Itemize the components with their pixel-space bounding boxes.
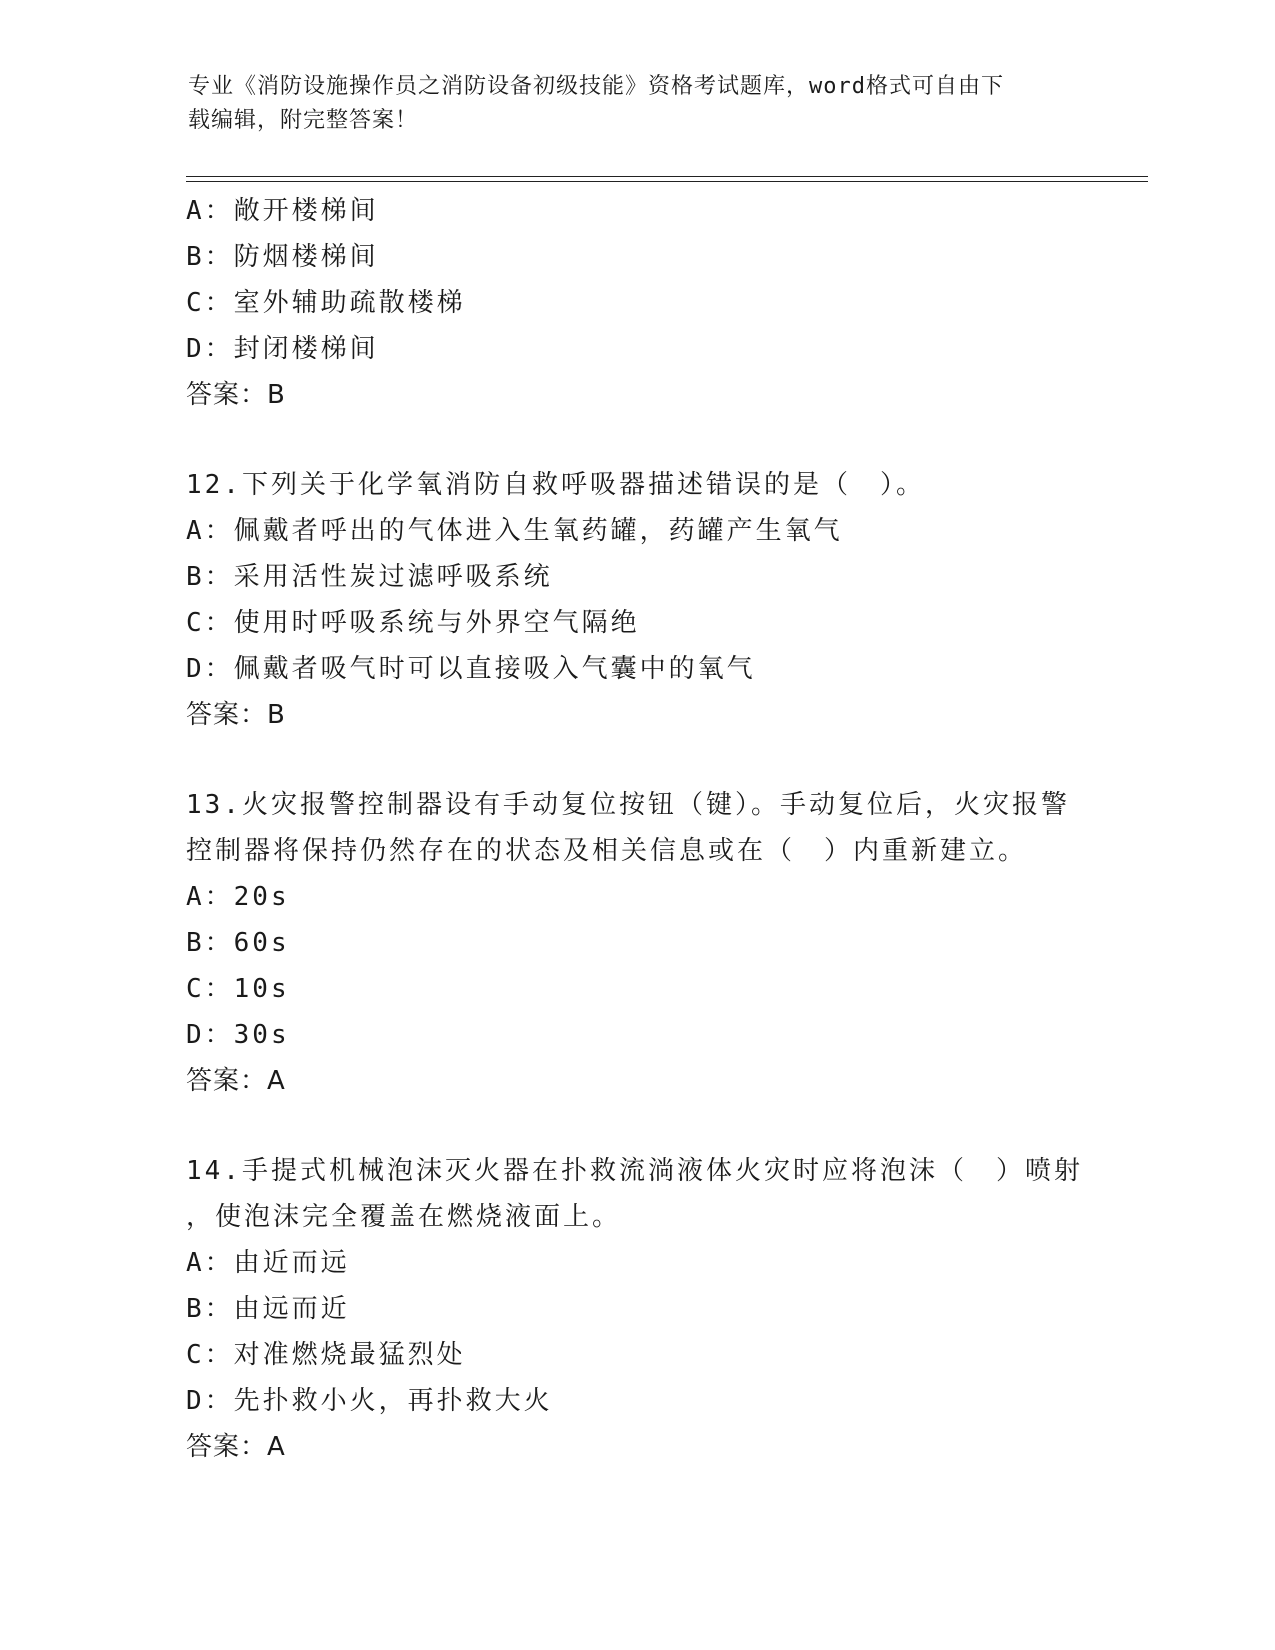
option-c: C：对准燃烧最猛烈处 — [186, 1340, 466, 1370]
question-stem-line-1: 14.手提式机械泡沫灭火器在扑救流淌液体火灾时应将泡沫（ ）喷射 — [186, 1156, 1083, 1186]
option-d: D：佩戴者吸气时可以直接吸入气囊中的氧气 — [186, 654, 756, 684]
option-c: C：使用时呼吸系统与外界空气隔绝 — [186, 608, 640, 638]
header-divider-bottom — [186, 181, 1148, 182]
question-stem-line-1: 13.火灾报警控制器设有手动复位按钮（键）。手动复位后，火灾报警 — [186, 790, 1070, 820]
answer: 答案：A — [186, 1432, 286, 1462]
option-a: A：敞开楼梯间 — [186, 196, 379, 226]
header-line-2: 载编辑，附完整答案！ — [188, 108, 419, 133]
option-a: A：由近而远 — [186, 1248, 350, 1278]
question-14 — [186, 1148, 1086, 1470]
question-stem: 12.下列关于化学氧消防自救呼吸器描述错误的是（ ）。 — [186, 470, 925, 500]
question-stem-line-2: ，使泡沫完全覆盖在燃烧液面上。 — [186, 1202, 622, 1232]
option-c: C：10s — [186, 974, 290, 1004]
option-c: C：室外辅助疏散楼梯 — [186, 288, 466, 318]
answer: 答案：B — [186, 700, 286, 730]
option-b: B：60s — [186, 928, 290, 958]
option-d: D：先扑救小火，再扑救大火 — [186, 1386, 553, 1416]
option-d: D：封闭楼梯间 — [186, 334, 379, 364]
question-list — [186, 188, 1086, 1470]
question-stem-line-2: 控制器将保持仍然存在的状态及相关信息或在（ ）内重新建立。 — [186, 836, 1028, 866]
spacer — [186, 1104, 1086, 1148]
option-d: D：30s — [186, 1020, 290, 1050]
spacer — [186, 418, 1086, 462]
document-header — [188, 70, 1068, 138]
answer: 答案：A — [186, 1066, 286, 1096]
header-divider-top — [186, 176, 1148, 177]
question-13 — [186, 782, 1086, 1104]
question-11 — [186, 188, 1086, 418]
option-a: A：佩戴者呼出的气体进入生氧药罐，药罐产生氧气 — [186, 516, 843, 546]
answer: 答案：B — [186, 380, 286, 410]
spacer — [186, 738, 1086, 782]
option-b: B：防烟楼梯间 — [186, 242, 379, 272]
header-line-1: 专业《消防设施操作员之消防设备初级技能》资格考试题库，word格式可自由下 — [188, 74, 1004, 99]
option-a: A：20s — [186, 882, 290, 912]
question-12 — [186, 462, 1086, 738]
option-b: B：由远而近 — [186, 1294, 350, 1324]
option-b: B：采用活性炭过滤呼吸系统 — [186, 562, 553, 592]
